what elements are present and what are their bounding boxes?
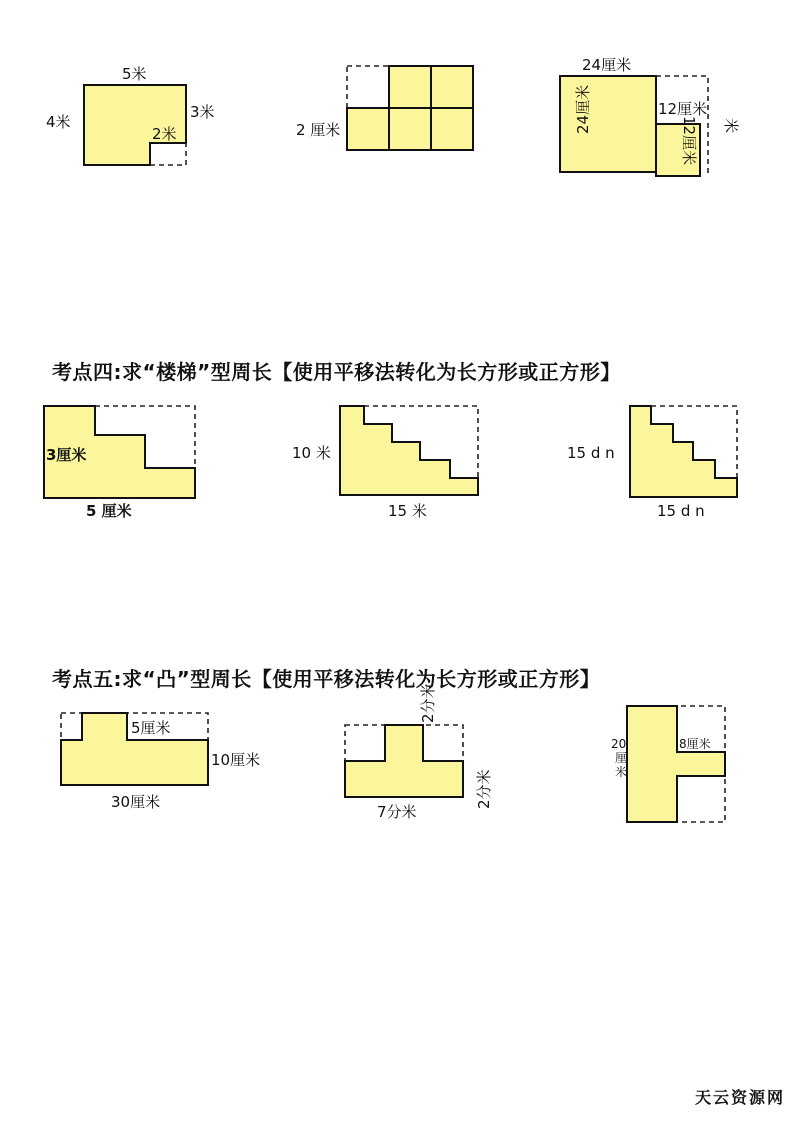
- square-bottom-left: [347, 108, 389, 150]
- label-notch: 2米: [152, 125, 177, 143]
- label-height: 3厘米: [46, 446, 87, 464]
- square-bottom-right: [431, 108, 473, 150]
- figure-convex-2-svg: [335, 683, 495, 825]
- convex-shape: [627, 706, 725, 822]
- figure-square-plus-rect: [530, 52, 750, 192]
- figure-stair-1-svg: [40, 400, 210, 525]
- square-top-mid: [389, 66, 431, 108]
- figure-grid-squares: [290, 60, 490, 160]
- figure-grid-squares-svg: [290, 60, 490, 160]
- figure-convex-2: [335, 683, 495, 825]
- label-right: 8厘米: [679, 737, 711, 751]
- label-width: 15 d n: [657, 502, 705, 520]
- notch-dashed-outline: [150, 143, 186, 165]
- figure-notched-rect-1: [40, 55, 240, 185]
- figure-stair-2: [290, 400, 490, 525]
- figure-convex-3-svg: [605, 700, 745, 830]
- square-top-right: [431, 66, 473, 108]
- figure-convex-3: [605, 700, 745, 830]
- label-right: 3米: [190, 103, 215, 121]
- convex-shape: [345, 725, 463, 797]
- label-height: 10 米: [292, 444, 331, 462]
- stair-shape: [630, 406, 737, 497]
- section4-heading: 考点四:求“楼梯”型周长【使用平移法转化为长方形或正方形】: [52, 360, 621, 384]
- figure-convex-1: [55, 705, 295, 820]
- label-height: 15 d n: [567, 444, 615, 462]
- label-top: 24厘米: [582, 56, 632, 74]
- label-left: 4米: [46, 113, 71, 131]
- label-top: 5厘米: [131, 719, 171, 737]
- figure-convex-1-svg: [55, 705, 295, 820]
- label-bottom: 7分米: [377, 803, 417, 821]
- section5-heading: 考点五:求“凸”型周长【使用平移法转化为长方形或正方形】: [52, 667, 601, 691]
- square-bottom-mid: [389, 108, 431, 150]
- label-right: 10厘米: [211, 751, 261, 769]
- label-left: 2 厘米: [296, 121, 341, 139]
- stair-shape: [340, 406, 478, 495]
- label-left-unit-char: 厘: [615, 751, 628, 765]
- missing-square-dashed: [347, 66, 389, 108]
- label-top-right: 2分米: [419, 683, 437, 723]
- figure-stair-3-svg: [565, 400, 755, 525]
- label-left-number: 20: [611, 737, 627, 751]
- label-mid: 12厘米: [658, 100, 708, 118]
- label-width: 5 厘米: [86, 502, 132, 520]
- footer-brand: 天云资源网: [694, 1088, 785, 1107]
- figure-stair-2-svg: [290, 400, 490, 525]
- label-left-unit-char: 米: [615, 765, 628, 779]
- figure-stair-1: [40, 400, 210, 525]
- label-right: 2分米: [475, 769, 493, 809]
- figure-stair-3: [565, 400, 755, 525]
- label-right-v: 米: [722, 118, 740, 134]
- label-left-unit: [615, 751, 627, 779]
- label-width: 15 米: [388, 502, 427, 520]
- figure-notched-rect-1-svg: [40, 55, 240, 185]
- label-right-bottom: 12厘米: [680, 116, 698, 166]
- label-top: 5米: [122, 65, 147, 83]
- label-bottom: 30厘米: [111, 793, 161, 811]
- figure-square-plus-rect-svg: [530, 52, 750, 192]
- label-left: 24厘米: [574, 84, 592, 134]
